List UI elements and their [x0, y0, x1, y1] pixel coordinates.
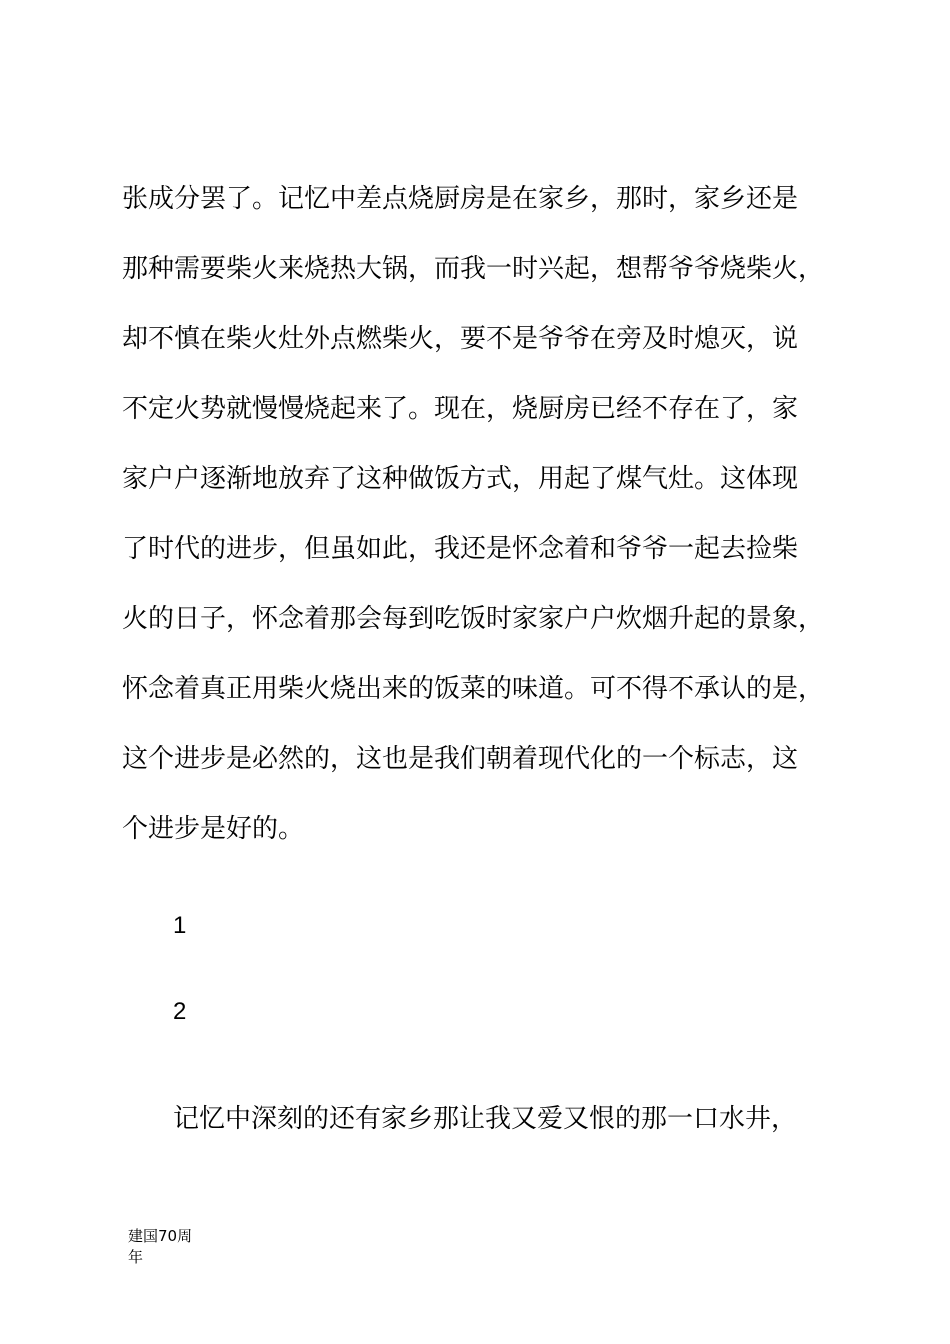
text-line: 家户户逐渐地放弃了这种做饭方式，用起了煤气灶。这体现 [122, 464, 799, 494]
next-paragraph: 记忆中深刻的还有家乡那让我又爱又恨的那一口水井， [173, 1104, 798, 1134]
list-number-2: 2 [173, 998, 187, 1025]
text-line: 怀念着真正用柴火烧出来的饭菜的味道。可不得不承认的是， [122, 674, 825, 704]
text-line: 张成分罢了。记忆中差点烧厨房是在家乡，那时，家乡还是 [122, 184, 799, 214]
list-number-1: 1 [173, 912, 187, 939]
text-line: 这个进步是必然的，这也是我们朝着现代化的一个标志，这 [122, 744, 799, 774]
footer-label-line: 年 [128, 1248, 144, 1266]
footer-label-line: 建国70周 [128, 1227, 193, 1245]
text-line: 却不慎在柴火灶外点燃柴火，要不是爷爷在旁及时熄灭，说 [122, 324, 799, 354]
text-line: 那种需要柴火来烧热大锅，而我一时兴起，想帮爷爷烧柴火， [122, 254, 825, 284]
body-paragraph [122, 176, 852, 876]
footer-label [128, 1226, 218, 1268]
text-line: 个进步是好的。 [122, 814, 305, 844]
text-line: 火的日子，怀念着那会每到吃饭时家家户户炊烟升起的景象， [122, 604, 825, 634]
text-line: 了时代的进步，但虽如此，我还是怀念着和爷爷一起去捡柴 [122, 534, 799, 564]
text-line: 不定火势就慢慢烧起来了。现在，烧厨房已经不存在了，家 [122, 394, 799, 424]
